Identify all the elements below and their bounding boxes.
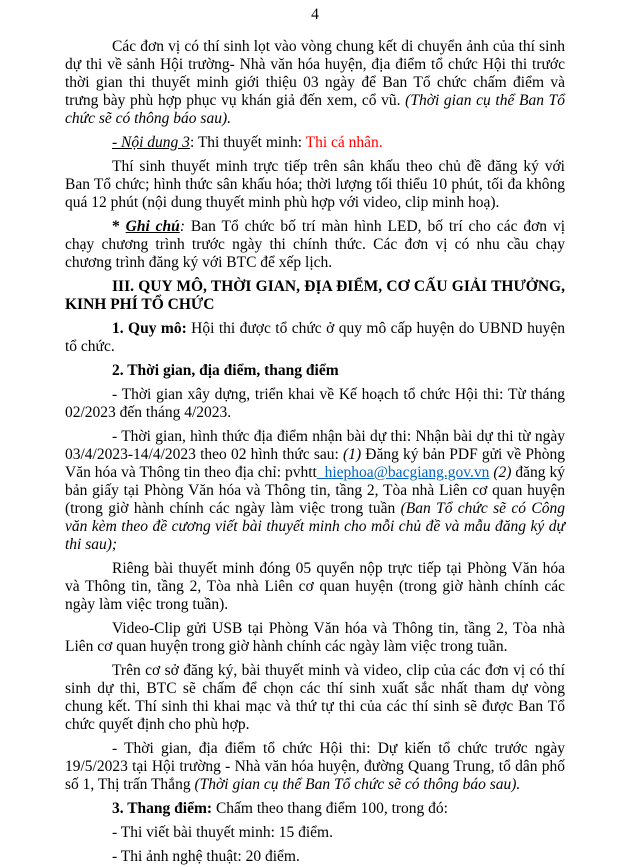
text-run: Chấm theo thang điểm 100, trong đó: <box>215 800 448 817</box>
text-run: III. QUY MÔ, THỜI GIAN, ĐỊA ĐIỂM, CƠ CẤU GIẢI THƯỞNG, KINH PHÍ TỔ CHỨC <box>65 278 565 313</box>
paragraph-video-clip-usb <box>65 620 565 656</box>
paragraph-cham-chon <box>65 662 565 734</box>
text-run: đăng ký bản giấy tại Phòng Văn hóa và Thông tin, tầng 2, Tòa nhà Liên cơ quan huyện (trong giờ hành chính các ngày làm việc trong tuần <box>65 464 565 517</box>
text-run: - Nội dung 3 <box>112 134 190 151</box>
text-run: (1) <box>343 446 362 463</box>
paragraph-diem-thuyet-minh <box>65 824 565 842</box>
text-run: (Thời gian cụ thể Ban Tổ chức sẽ có thông báo sau). <box>194 776 521 793</box>
text-run: 1. Quy mô: <box>112 320 192 337</box>
text-run: - Thi ảnh nghệ thuật: 20 điểm. <box>112 848 300 865</box>
paragraph-dia-diem-to-chuc <box>65 740 565 794</box>
email-link[interactable]: _hiephoa@bacgiang.gov.vn <box>316 464 490 481</box>
page-number: 4 <box>311 6 319 23</box>
heading-section-iii <box>65 278 565 314</box>
paragraph-diem-anh <box>65 848 565 866</box>
text-run: (Thời gian cụ thể Ban Tổ chức sẽ có thông báo sau). <box>65 92 565 127</box>
heading-thoi-gian-dia-diem <box>65 362 565 380</box>
paragraph-presentation-rules <box>65 158 565 212</box>
paragraph-nhan-bai-du-thi <box>65 428 565 554</box>
paragraph-finalists-photos <box>65 38 565 128</box>
text-run: : <box>179 218 191 235</box>
text-run: Video-Clip gửi USB tại Phòng Văn hóa và Thông tin, tầng 2, Tòa nhà Liên cơ quan huyện trong giờ hành chính các ngày làm việc trong tuần. <box>65 620 565 655</box>
text-run: - Thời gian, hình thức địa điểm nhận bài dự thi: Nhận bài dự thi từ ngày 03/4/2023-14/4/2023 theo 02 hình thức sau: <box>65 428 565 463</box>
text-run: Ban Tổ chức bố trí màn hình LED, bố trí cho các đơn vị chạy chương trình trước ngày thi chính thức. Các đơn vị có nhu cầu chạy chương trình đăng ký với BTC để xếp lịch. <box>65 218 566 271</box>
text-run: Thí sinh thuyết minh trực tiếp trên sân khấu theo chủ đề đăng ký với Ban Tổ chức; hình thức sân khấu hóa; thời lượng tối thiểu 10 phút, tối đa không quá 12 phút (nội dung thuyết minh phù hợp với video, clip minh hoạ). <box>65 158 565 211</box>
paragraph-quy-mo <box>65 320 565 356</box>
text-run: 2. Thời gian, địa điểm, thang điểm <box>112 362 339 379</box>
text-run: - Thời gian xây dựng, triển khai về Kế hoạch tổ chức Hội thi: Từ tháng 02/2023 đến tháng 4/2023. <box>65 386 565 421</box>
paragraph-thoi-gian-xay-dung <box>65 386 565 422</box>
text-run: Đăng ký bản PDF gửi về Phòng Văn hóa và Thông tin theo địa chỉ: pvhtt <box>65 446 565 481</box>
red-highlight-text: Thi cá nhân. <box>305 134 383 151</box>
text-run: Trên cơ sở đăng ký, bài thuyết minh và video, clip của các đơn vị có thí sinh dự thi, BTC sẽ chấm để chọn các thí sinh xuất sắc nhất tham dự vòng chung kết. Thí sinh thi khai mạc và thứ tự thi của các thí sinh sẽ được Ban Tổ chức quyết định cho phù hợp. <box>65 662 565 733</box>
text-run: Các đơn vị có thí sinh lọt vào vòng chung kết di chuyển ảnh của thí sinh dự thi về sảnh Hội trường- Nhà văn hóa huyện, địa điểm tổ chức Hội thi trước thời gian thi thuyết minh giới thiệu 03 ngày để Ban Tổ chức chấm điểm và trưng bày phù hợp phục vụ khán giả đến xem, cổ vũ. <box>65 38 565 109</box>
paragraph-ghi-chu <box>65 218 565 272</box>
text-run: - Thời gian, địa điểm tổ chức Hội thi: Dự kiến tổ chức trước ngày 19/5/2023 tại Hội trường - Nhà văn hóa huyện, đường Quang Trung, tổ dân phố số 1, Thị trấn Thắng <box>65 740 565 793</box>
text-run: Riêng bài thuyết minh đóng 05 quyển nộp trực tiếp tại Phòng Văn hóa và Thông tin, tầng 2, Tòa nhà Liên cơ quan huyện (trong giờ hành chính các ngày làm việc trong tuần). <box>65 560 565 613</box>
paragraph-noi-dung-3 <box>65 134 565 152</box>
text-run: (Ban Tổ chức sẽ có Công văn kèm theo đề cương viết bài thuyết minh cho mỗi chủ đề và mẫu đăng ký dự thi sau); <box>65 500 565 553</box>
document-body <box>65 38 565 866</box>
text-run: (2) <box>493 464 512 481</box>
text-run: Hội thi được tổ chức ở quy mô cấp huyện do UBND huyện tổ chức. <box>65 320 566 355</box>
text-run: : Thi thuyết minh: <box>189 134 306 151</box>
text-run: - Thi viết bài thuyết minh: 15 điểm. <box>112 824 333 841</box>
text-run: Ghi chú <box>125 218 180 235</box>
paragraph-thang-diem <box>65 800 565 818</box>
text-run: * <box>112 218 126 235</box>
text-run: 3. Thang điểm: <box>112 800 216 817</box>
paragraph-nop-thuyet-minh <box>65 560 565 614</box>
